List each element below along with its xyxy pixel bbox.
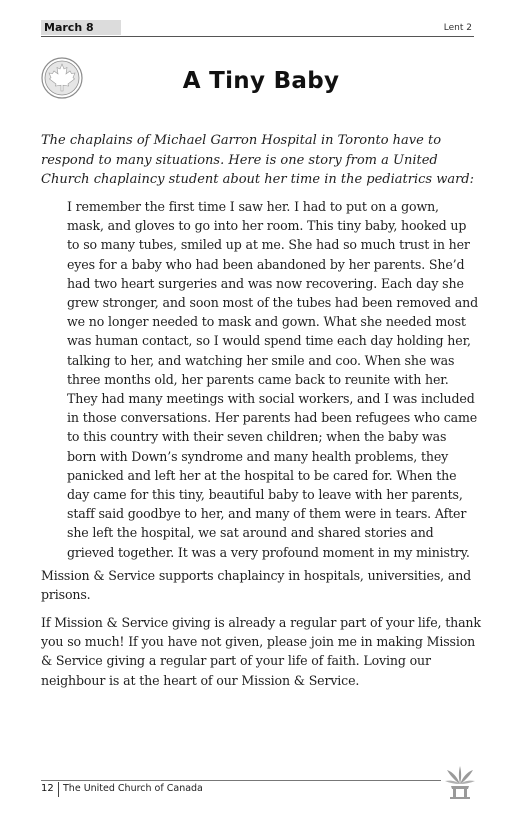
story-quote: I remember the first time I saw her. I had to put on a gown, mask, and gloves to go into her room. This tiny baby, hooked up to so many tubes, smiled up at me. She had so much trust in her eyes for a baby who had been abandoned by her parents. She’d had two heart surgeries and was now recovering. Each day she grew stronger, and soon most of the tubes had been removed and we no longer needed to mask and gown. What she needed most was human contact, so I would spend time each day holding her, talking to her, and watching her smile and coo. When she was three months old, her parents came back to reunite with her. They had many meetings with social workers, and I was included in those conversations. Her parents had been refugees who came to this country with their seven children; when the baby was born with Down’s syndrome and many health problems, they panicked and left her at the hospital to be cared for. When the day came for this tiny, beautiful baby to leave with her parents, staff said goodbye to her, and many of them were in tears. After she left the hospital, we sat around and shared stories and grieved together. It was a very profound moment in my ministry. <box>67 199 478 560</box>
date-tab <box>41 20 121 35</box>
footer-separator <box>58 782 59 797</box>
date-label: March 8 <box>44 21 94 34</box>
body-paragraph: If Mission & Service giving is already a regular part of your life, thank you so much! If you have not given, please join me in making Mission & Service giving a regular part of your life of faith. Loving our neighbour is at the heart of our Mission & Service. <box>41 615 481 688</box>
season-label: Lent 2 <box>443 23 472 33</box>
page-title: A Tiny Baby <box>182 68 340 94</box>
page-number: 12 <box>41 783 54 794</box>
maple-leaf-icon <box>41 57 83 99</box>
united-church-crest-icon <box>442 762 478 800</box>
body-paragraph: Mission & Service supports chaplaincy in hospitals, universities, and prisons. <box>41 568 472 603</box>
organization-name: The United Church of Canada <box>63 783 203 794</box>
footer-divider <box>41 780 441 781</box>
intro-paragraph: The chaplains of Michael Garron Hospital in Toronto have to respond to many situations. Here is one story from a United Church chaplaincy student about her time in the pediatrics ward: <box>41 133 475 187</box>
page-header <box>41 20 474 37</box>
